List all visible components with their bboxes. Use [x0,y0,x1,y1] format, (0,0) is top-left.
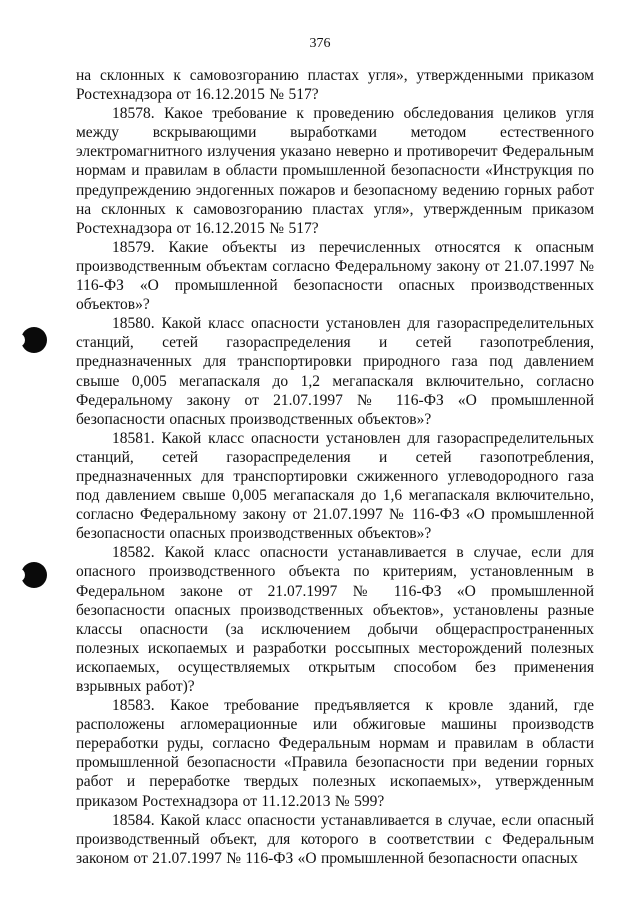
punch-hole-bottom [21,562,47,588]
question-18584: 18584. Какой класс опасности устанавливается в случае, если опасный производственный объект, для которого в соответствии с Федеральным законом от 21.07.1997 № 116-ФЗ «О промышленной безопасности опасных [76,811,594,867]
question-18583: 18583. Какое требование предъявляется к кровле зданий, где расположены агломерационные или обжиговые машины производств переработки руды, согласно Федеральным нормам и правилам в области промышленной безопасности «Правила безопасности при ведении горных работ и переработке твердых полезных ископаемых», утвержденным приказом Ростехнадзора от 11.12.2013 № 599? [76,697,594,810]
question-18580: 18580. Какой класс опасности установлен для газораспределительных станций, сетей газораспределения и сетей газопотребления, предназначенных для транспортировки природного газа под давлением свыше 0,005 мегапаскаля до 1,2 мегапаскаля включительно, согласно Федеральному закону от 21.07.1997 № 116-ФЗ «О промышленной безопасности опасных производственных объектов»? [76,315,594,428]
question-18579: 18579. Какие объекты из перечисленных относятся к опасным производственным объектам согласно Федеральному закону от 21.07.1997 № 116-ФЗ «О промышленной безопасности опасных производственных объектов»? [76,238,594,314]
question-18581: 18581. Какой класс опасности установлен для газораспределительных станций, сетей газораспределения и сетей газопотребления, предназначенных для транспортировки сжиженного углеводородного газа под давлением свыше 0,005 мегапаскаля до 1,6 мегапаскаля включительно, согласно Федеральному закону от 21.07.1997 № 116-ФЗ «О промышленной безопасности опасных производственных объектов»? [76,429,594,543]
question-18578: 18578. Какое требование к проведению обследования целиков угля между вскрывающими выработками методом естественного электромагнитного излучения указано неверно и противоречит Федеральным нормам и правилам в области промышленной безопасности «Инструкция по предупреждению эндогенных пожаров и безопасному ведению горных работ на склонных к самовозгоранию пластах угля», утвержденным приказом Ростехнадзора от 16.12.2015 № 517? [76,105,594,237]
document-body [76,66,594,868]
page-number: 376 [309,36,331,51]
punch-hole-top [21,327,47,353]
question-18582: 18582. Какой класс опасности устанавливается в случае, если для опасного производственного объекта по критериям, установленным в Федеральном законе от 21.07.1997 № 116-ФЗ «О промышленной безопасности опасных производственных объектов», установлены разные классы опасности (за исключением добычи общераспространенных полезных ископаемых и разработки россыпных месторождений полезных ископаемых, осуществляемых открытым способом без применения взрывных работ)? [76,544,594,695]
paragraph-continuation: на склонных к самовозгоранию пластах угля», утвержденными приказом Ростехнадзора от 16.12.2015 № 517? [76,67,594,104]
